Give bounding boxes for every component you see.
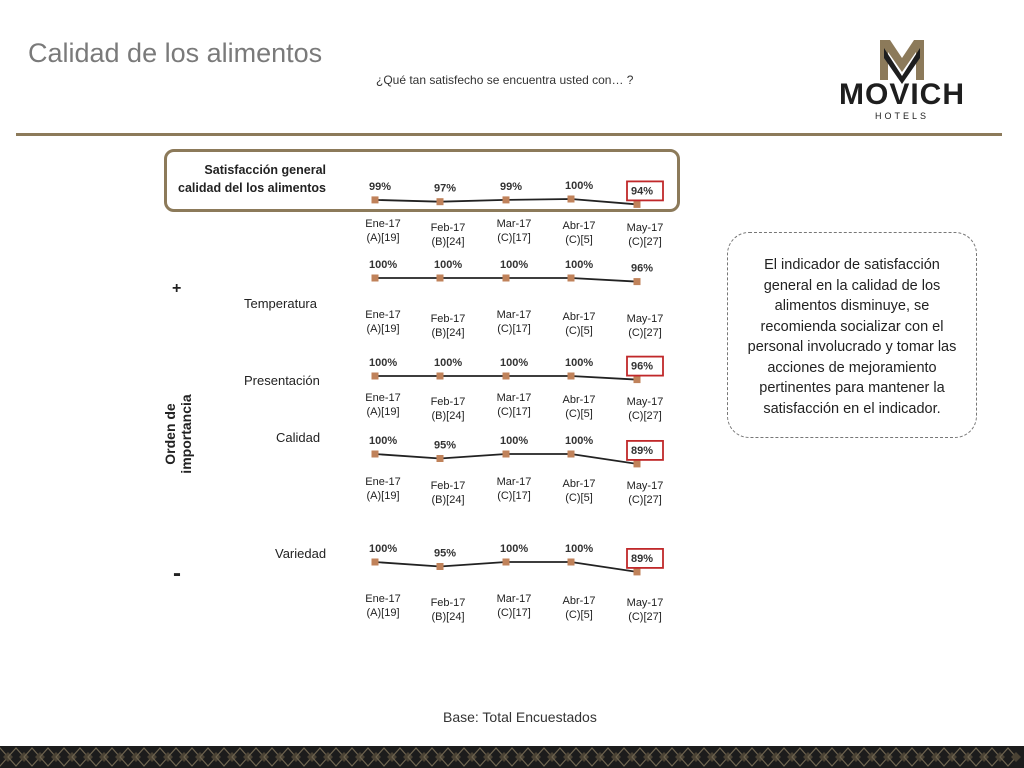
tick-label-4-0 (353, 592, 413, 620)
tick-period: May-17 (626, 597, 664, 609)
tick-base: (C)[27] (628, 410, 662, 422)
tick-period: Abr-17 (562, 220, 596, 232)
tick-base: (C)[27] (628, 327, 662, 339)
data-label-3-3: 100% (565, 435, 594, 447)
data-point-0-1 (437, 198, 444, 205)
data-label-0-4: 94% (631, 185, 654, 198)
tick-label-4-4 (615, 596, 675, 624)
tick-base: (C)[27] (628, 236, 662, 248)
data-point-1-0 (372, 275, 379, 282)
tick-period: Ene-17 (365, 593, 401, 605)
tick-label-4-1 (418, 596, 478, 624)
data-point-4-1 (437, 563, 444, 570)
data-label-2-3: 100% (565, 357, 594, 369)
tick-label-0-2 (484, 217, 544, 245)
tick-label-4-3 (549, 594, 609, 622)
data-label-3-1: 95% (434, 439, 457, 452)
tick-period: Abr-17 (562, 595, 596, 607)
tick-period: Abr-17 (562, 478, 596, 490)
tick-base: (C)[5] (565, 325, 593, 337)
tick-base: (C)[5] (565, 609, 593, 621)
tick-label-2-4 (615, 395, 675, 423)
tick-base: (B)[24] (431, 410, 465, 422)
tick-base: (B)[24] (431, 611, 465, 623)
tick-label-3-3 (549, 477, 609, 505)
importance-axis-title: Orden de importancia (162, 394, 194, 474)
data-label-1-2: 100% (500, 259, 529, 271)
tick-period: Feb-17 (430, 396, 466, 408)
tick-period: May-17 (626, 396, 664, 408)
tick-label-3-0 (353, 475, 413, 503)
tick-base: (B)[24] (431, 327, 465, 339)
data-point-3-3 (568, 451, 575, 458)
tick-label-3-1 (418, 479, 478, 507)
data-label-3-4: 89% (631, 444, 654, 457)
data-point-3-2 (503, 451, 510, 458)
tick-period: Abr-17 (562, 394, 596, 406)
tick-label-2-0 (353, 391, 413, 419)
data-label-4-4: 89% (631, 552, 654, 565)
data-point-2-4 (634, 376, 641, 383)
data-label-1-1: 100% (434, 259, 463, 271)
data-label-0-1: 97% (434, 182, 457, 195)
data-label-4-1: 95% (434, 547, 457, 560)
decorative-footer-band (0, 746, 1024, 768)
tick-label-3-2 (484, 475, 544, 503)
tick-label-1-2 (484, 308, 544, 336)
data-label-1-3: 100% (565, 259, 594, 271)
tick-label-1-1 (418, 312, 478, 340)
importance-plus: + (172, 280, 182, 297)
tick-base: (C)[27] (628, 611, 662, 623)
tick-base: (C)[27] (628, 494, 662, 506)
data-label-2-1: 100% (434, 357, 463, 369)
data-point-4-4 (634, 568, 641, 575)
tick-label-0-0 (353, 217, 413, 245)
tick-base: (A)[19] (366, 607, 400, 619)
tick-period: Feb-17 (430, 222, 466, 234)
data-point-0-4 (634, 201, 641, 208)
data-label-2-4: 96% (631, 360, 654, 373)
tick-label-3-4 (615, 479, 675, 507)
data-label-4-2: 100% (500, 543, 529, 555)
data-point-1-3 (568, 275, 575, 282)
data-point-1-1 (437, 275, 444, 282)
data-point-2-3 (568, 373, 575, 380)
data-point-0-2 (503, 196, 510, 203)
tick-base: (A)[19] (366, 232, 400, 244)
data-point-2-2 (503, 373, 510, 380)
tick-label-2-1 (418, 395, 478, 423)
tick-label-0-4 (615, 221, 675, 249)
tick-period: Mar-17 (496, 593, 532, 605)
tick-base: (C)[17] (497, 607, 531, 619)
tick-period: Mar-17 (496, 218, 532, 230)
tick-base: (C)[17] (497, 406, 531, 418)
tick-label-0-3 (549, 219, 609, 247)
data-label-4-0: 100% (369, 543, 398, 555)
tick-period: May-17 (626, 480, 664, 492)
tick-base: (A)[19] (366, 323, 400, 335)
tick-period: Feb-17 (430, 480, 466, 492)
data-point-1-4 (634, 278, 641, 285)
tick-period: Mar-17 (496, 309, 532, 321)
tick-period: Ene-17 (365, 218, 401, 230)
data-label-3-0: 100% (369, 435, 398, 447)
tick-base: (C)[17] (497, 232, 531, 244)
data-point-3-4 (634, 460, 641, 467)
tick-label-4-2 (484, 592, 544, 620)
data-label-1-4: 96% (631, 262, 654, 275)
tick-period: Ene-17 (365, 476, 401, 488)
tick-base: (A)[19] (366, 406, 400, 418)
tick-label-2-3 (549, 393, 609, 421)
page-title: Calidad de los alimentos (28, 38, 323, 68)
page-subtitle: ¿Qué tan satisfecho se encuentra usted con… ? (376, 73, 634, 87)
row-label-calidad: Calidad (276, 430, 321, 445)
tick-base: (C)[5] (565, 492, 593, 504)
data-point-3-1 (437, 455, 444, 462)
tick-base: (C)[17] (497, 490, 531, 502)
tick-period: Feb-17 (430, 313, 466, 325)
row-label-line-1: Satisfacción general (204, 163, 326, 177)
data-point-1-2 (503, 275, 510, 282)
tick-label-1-4 (615, 312, 675, 340)
tick-period: May-17 (626, 313, 664, 325)
recommendation-note: El indicador de satisfacción general en la calidad de los alimentos disminuye, se recomienda socializar con el personal involucrado y tomar las acciones de mejoramiento pertinentes para mantener la satisfacción en el indicador. (727, 232, 977, 438)
data-label-0-0: 99% (369, 180, 392, 193)
tick-label-2-2 (484, 391, 544, 419)
tick-period: Mar-17 (496, 392, 532, 404)
tick-label-1-3 (549, 310, 609, 338)
row-label-line-2: calidad del los alimentos (178, 181, 326, 195)
data-label-0-3: 100% (565, 180, 594, 192)
data-label-3-2: 100% (500, 435, 529, 447)
data-label-0-2: 99% (500, 180, 523, 193)
logo-subtext: HOTELS (874, 111, 930, 121)
tick-base: (C)[17] (497, 323, 531, 335)
logo-wordmark: MOVICH (839, 78, 965, 111)
tick-label-0-1 (418, 221, 478, 249)
row-label-temperatura: Temperatura (244, 296, 317, 311)
data-label-4-3: 100% (565, 543, 594, 555)
tick-period: Mar-17 (496, 476, 532, 488)
tick-period: Abr-17 (562, 311, 596, 323)
data-point-0-0 (372, 196, 379, 203)
tick-base: (A)[19] (366, 490, 400, 502)
data-point-2-1 (437, 373, 444, 380)
tick-period: Ene-17 (365, 392, 401, 404)
importance-minus: - (173, 560, 181, 587)
data-point-4-3 (568, 559, 575, 566)
data-point-0-3 (568, 196, 575, 203)
tick-base: (B)[24] (431, 236, 465, 248)
data-point-2-0 (372, 373, 379, 380)
tick-period: May-17 (626, 222, 664, 234)
base-footnote: Base: Total Encuestados (443, 709, 597, 725)
tick-label-1-0 (353, 308, 413, 336)
row-label-variedad: Variedad (275, 546, 327, 561)
tick-base: (C)[5] (565, 234, 593, 246)
data-point-3-0 (372, 451, 379, 458)
row-label-presentacion: Presentación (244, 373, 320, 388)
data-point-4-2 (503, 559, 510, 566)
data-label-2-2: 100% (500, 357, 529, 369)
data-point-4-0 (372, 559, 379, 566)
tick-period: Feb-17 (430, 597, 466, 609)
tick-base: (C)[5] (565, 408, 593, 420)
tick-period: Ene-17 (365, 309, 401, 321)
data-label-1-0: 100% (369, 259, 398, 271)
data-label-2-0: 100% (369, 357, 398, 369)
tick-base: (B)[24] (431, 494, 465, 506)
